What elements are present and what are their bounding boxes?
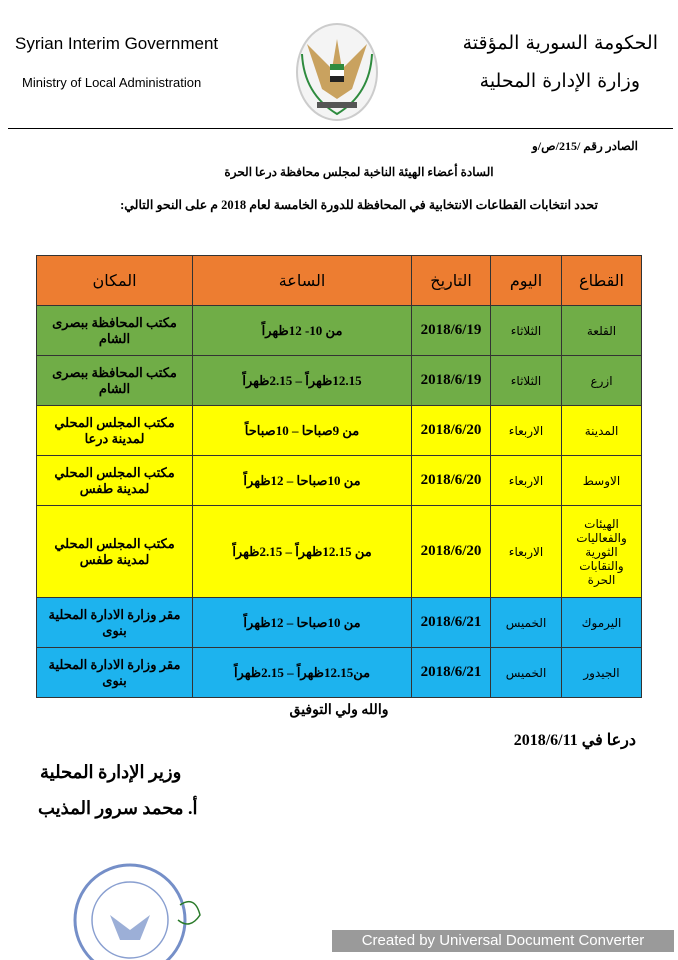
sector-cell: الجيدور (562, 648, 642, 698)
ar-title: الحكومة السورية المؤقتة (462, 32, 658, 54)
sector-cell: اليرموك (562, 598, 642, 648)
place-cell: مكتب المحافظة ببصرى الشام (37, 306, 193, 356)
table-row (37, 306, 642, 356)
place-cell: مقر وزارة الادارة المحلية بنوى (37, 648, 193, 698)
sector-cell: الهيئات والفعاليات الثورية والنقابات الحرة (562, 506, 642, 598)
table-row (37, 506, 642, 598)
place-cell: مقر وزارة الادارة المحلية بنوى (37, 598, 193, 648)
table-row (37, 648, 642, 698)
date-cell: 2018/6/21 (412, 598, 491, 648)
header-time: الساعة (193, 256, 412, 306)
en-subtitle: Ministry of Local Administration (22, 75, 202, 90)
day-cell: الخميس (491, 598, 562, 648)
time-cell: من 10- 12ظهراً (193, 306, 412, 356)
place-date: درعا في 2018/6/11 (513, 732, 636, 749)
time-cell: من 10صباحا – 12ظهراً (193, 598, 412, 648)
eagle-emblem-logo (292, 14, 382, 124)
day-cell: الاربعاء (491, 456, 562, 506)
date-cell: 2018/6/20 (412, 506, 491, 598)
table-row (37, 456, 642, 506)
reference-number: الصادر رقم /215/ص/و (531, 139, 638, 153)
header-place: المكان (37, 256, 193, 306)
addressee: السادة أعضاء الهيئة الناخبة لمجلس محافظة درعا الحرة (224, 165, 494, 179)
day-cell: الاربعاء (491, 506, 562, 598)
date-cell: 2018/6/19 (412, 306, 491, 356)
date-cell: 2018/6/20 (412, 456, 491, 506)
sector-cell: ازرع (562, 356, 642, 406)
table-row (37, 598, 642, 648)
signatory-name: أ. محمد سرور المذيب (38, 798, 198, 818)
date-cell: 2018/6/21 (412, 648, 491, 698)
header-sector: القطاع (562, 256, 642, 306)
time-cell: من 9صباحا – 10صباحاً (193, 406, 412, 456)
ar-subtitle: وزارة الإدارة المحلية (479, 70, 640, 92)
official-stamp (60, 845, 210, 960)
sector-cell: القلعة (562, 306, 642, 356)
place-cell: مكتب المجلس المحلي لمدينة طفس (37, 506, 193, 598)
table-row (37, 406, 642, 456)
day-cell: الاربعاء (491, 406, 562, 456)
place-cell: مكتب المحافظة ببصرى الشام (37, 356, 193, 406)
signatory-title: وزير الإدارة المحلية (40, 762, 182, 782)
time-cell: من12.15ظهراً – 2.15ظهراً (193, 648, 412, 698)
day-cell: الثلاثاء (491, 356, 562, 406)
intro-text: تحدد انتخابات القطاعات الانتخابية في المحافظة للدورة الخامسة لعام 2018 م على النحو التالي: (120, 198, 598, 212)
date-cell: 2018/6/19 (412, 356, 491, 406)
en-title: Syrian Interim Government (15, 34, 219, 53)
day-cell: الثلاثاء (491, 306, 562, 356)
header-divider (8, 128, 673, 129)
watermark: Created by Universal Document Converter (332, 930, 674, 952)
header-day: اليوم (491, 256, 562, 306)
time-cell: من 12.15ظهراً – 2.15ظهراً (193, 506, 412, 598)
sector-cell: الاوسط (562, 456, 642, 506)
elections-schedule-table (36, 255, 642, 698)
header-date: التاريخ (412, 256, 491, 306)
time-cell: من 10صباحا – 12ظهراً (193, 456, 412, 506)
day-cell: الخميس (491, 648, 562, 698)
closing-text: والله ولي التوفيق (289, 703, 389, 718)
table-row (37, 356, 642, 406)
time-cell: 12.15ظهراً – 2.15ظهراً (193, 356, 412, 406)
place-cell: مكتب المجلس المحلي لمدينة درعا (37, 406, 193, 456)
sector-cell: المدينة (562, 406, 642, 456)
date-cell: 2018/6/20 (412, 406, 491, 456)
place-cell: مكتب المجلس المحلي لمدينة طفس (37, 456, 193, 506)
